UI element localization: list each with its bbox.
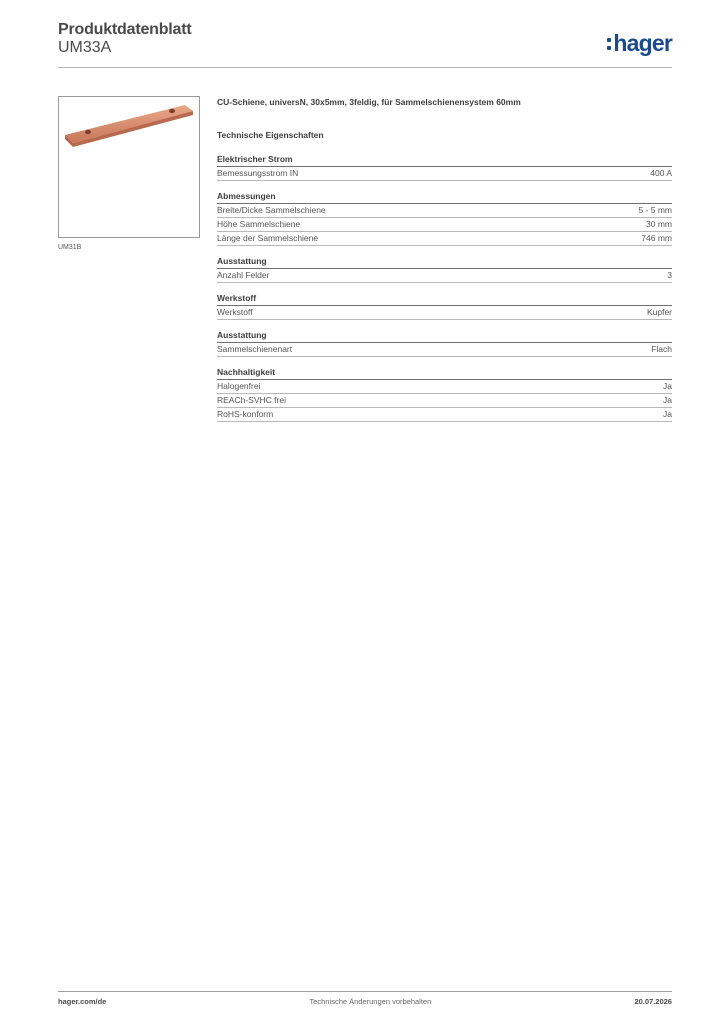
- header-divider: [58, 67, 672, 68]
- spec-label: Halogenfrei: [217, 381, 261, 391]
- spec-label: Bemessungsstrom IN: [217, 168, 299, 178]
- spec-value: Flach: [651, 344, 672, 354]
- section-sustainability: [217, 367, 672, 422]
- product-image: [58, 96, 200, 238]
- spec-value: 746 mm: [641, 233, 672, 243]
- brand-logo: [607, 30, 672, 57]
- spec-row: [217, 269, 672, 283]
- spec-value: Ja: [663, 395, 672, 405]
- section-electrical: [217, 154, 672, 181]
- footer-notice: Technische Änderungen vorbehalten: [309, 997, 432, 1006]
- footer-website-link[interactable]: hager.com/de: [58, 997, 107, 1006]
- spec-value: 400 A: [650, 168, 672, 178]
- spec-row: [217, 232, 672, 246]
- spec-content: [217, 96, 672, 422]
- spec-row: [217, 167, 672, 181]
- spec-value: 3: [667, 270, 672, 280]
- spec-row: [217, 343, 672, 357]
- tech-heading: Technische Eigenschaften: [217, 130, 324, 140]
- spec-value: Ja: [663, 409, 672, 419]
- page-title: Produktdatenblatt: [58, 21, 192, 38]
- product-description: CU-Schiene, universN, 30x5mm, 3feldig, für Sammelschienensystem 60mm: [217, 97, 521, 107]
- article-number: UM33A: [58, 39, 112, 56]
- section-heading: Ausstattung: [217, 256, 672, 269]
- section-heading: Nachhaltigkeit: [217, 367, 672, 380]
- section-material: [217, 293, 672, 320]
- footer: [58, 997, 672, 1006]
- spec-label: Länge der Sammelschiene: [217, 233, 319, 243]
- spec-row: [217, 408, 672, 422]
- spec-label: Breite/Dicke Sammelschiene: [217, 205, 326, 215]
- footer-date: 20.07.2026: [634, 997, 672, 1006]
- spec-label: REACh-SVHC frei: [217, 395, 286, 405]
- spec-row: [217, 204, 672, 218]
- copper-busbar-icon: [59, 97, 199, 237]
- section-heading: Elektrischer Strom: [217, 154, 672, 167]
- section-equipment-2: [217, 330, 672, 357]
- spec-label: Höhe Sammelschiene: [217, 219, 301, 229]
- section-dimensions: [217, 191, 672, 246]
- footer-divider: [58, 991, 672, 992]
- spec-value: 5 - 5 mm: [638, 205, 672, 215]
- section-heading: Werkstoff: [217, 293, 672, 306]
- spec-row: [217, 218, 672, 232]
- spec-label: Anzahl Felder: [217, 270, 270, 280]
- spec-label: Sammelschienenart: [217, 344, 293, 354]
- image-caption: UM31B: [58, 244, 82, 251]
- spec-value: Kupfer: [646, 307, 672, 317]
- spec-label: RoHS-konform: [217, 409, 274, 419]
- logo-dots-icon: [607, 36, 611, 52]
- spec-label: Werkstoff: [217, 307, 253, 317]
- spec-value: 30 mm: [646, 219, 672, 229]
- spec-row: [217, 380, 672, 394]
- spec-value: Ja: [663, 381, 672, 391]
- section-heading: Abmessungen: [217, 191, 672, 204]
- section-heading: Ausstattung: [217, 330, 672, 343]
- spec-row: [217, 306, 672, 320]
- logo-text: hager: [613, 30, 672, 56]
- section-equipment: [217, 256, 672, 283]
- spec-row: [217, 394, 672, 408]
